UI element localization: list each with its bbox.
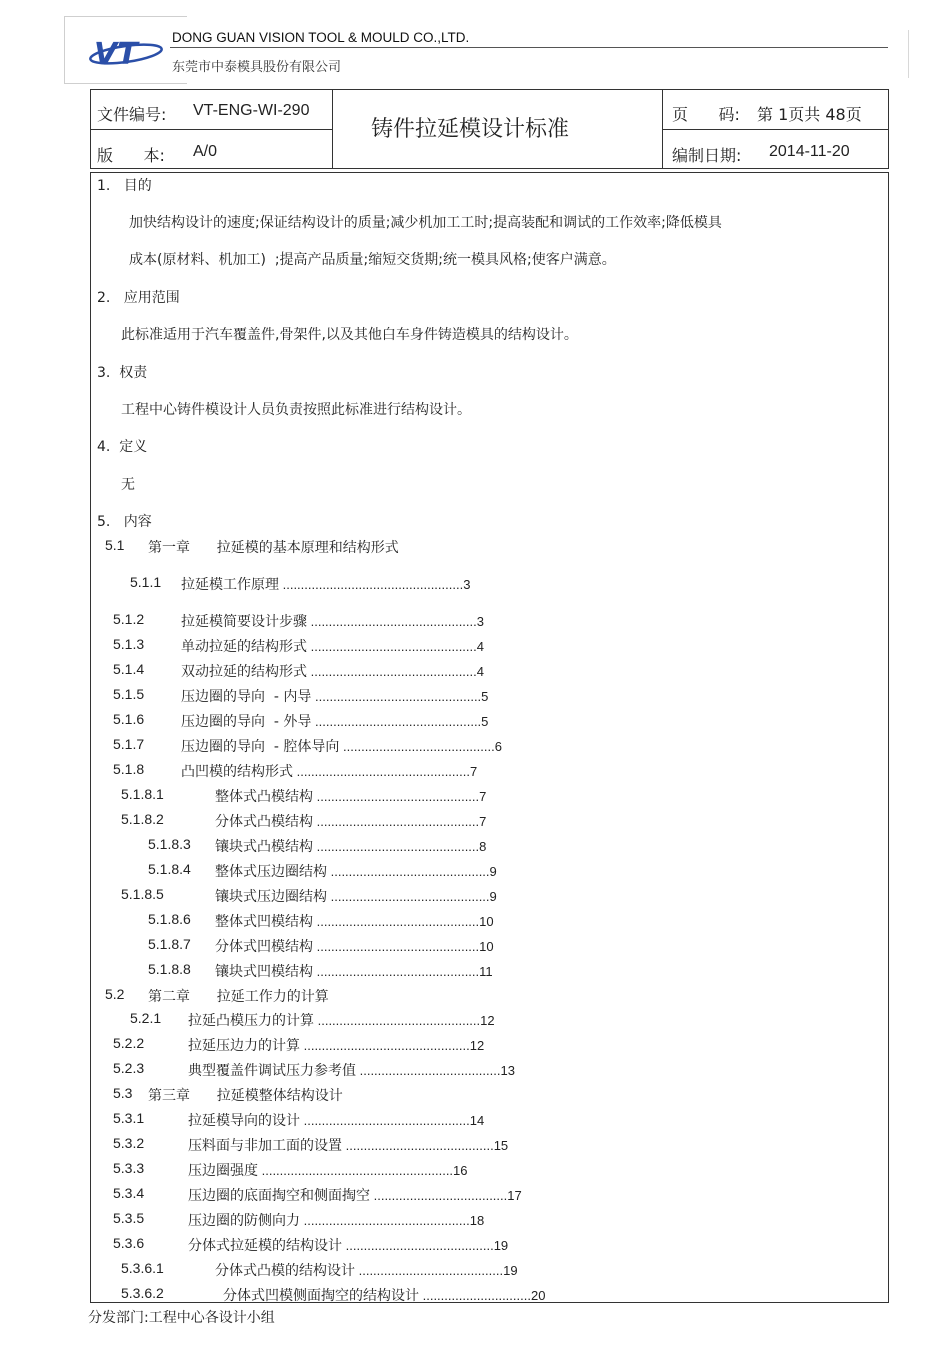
toc-entry (215, 961, 493, 981)
page-label: 页 码: (672, 105, 740, 124)
toc-entry-number: 5.1.1 (130, 574, 162, 590)
toc-entry (215, 786, 486, 806)
toc-entry-title: 拉延压边力的计算 (188, 1038, 300, 1054)
toc-entry-number: 5.1.8 (113, 761, 145, 777)
toc-entry-page: ............................................9 (327, 889, 497, 904)
toc-entry (188, 1235, 508, 1255)
toc-entry-page: .............................................7 (313, 814, 487, 829)
toc-entry-page: ..............................................12 (300, 1038, 485, 1053)
toc-entry-page: .....................................17 (370, 1188, 522, 1203)
toc-entry-number: 5.1.8.4 (148, 861, 191, 877)
toc-entry-page: ..............................................5 (311, 714, 489, 729)
toc-entry-page: ........................................19 (355, 1263, 518, 1278)
toc-entry-number: 5.3.2 (113, 1135, 145, 1151)
toc-entry-title: 拉延模工作原理 (181, 577, 279, 593)
toc-entry-number: 5.3.6 (113, 1235, 145, 1251)
toc-entry-number: 5.1.6 (113, 711, 145, 727)
company-name-en: DONG GUAN VISION TOOL & MOULD CO.,LTD. (172, 30, 470, 45)
company-logo (88, 36, 166, 70)
toc-entry (215, 886, 497, 906)
toc-entry (215, 811, 486, 831)
toc-entry (215, 861, 497, 881)
distribution-footer: 分发部门:工程中心各设计小组 (88, 1310, 275, 1326)
section-body: 成本(原材料、机加工) ;提高产品质量;缩短交货期;统一模具风格;使客户满意。 (129, 252, 616, 268)
toc-entry-number: 5.1.2 (113, 611, 145, 627)
toc-entry (148, 537, 399, 557)
toc-entry-number: 5.1.8.7 (148, 936, 191, 952)
toc-entry-title: 压边圈的导向 - 腔体导向 (181, 739, 340, 755)
section-title: 4. 定义 (97, 439, 148, 455)
toc-entry-title: 分体式凸模的结构设计 (215, 1263, 355, 1279)
toc-entry-page: ..............................................14 (300, 1113, 485, 1128)
toc-entry (181, 686, 488, 706)
section-body: 此标准适用于汽车覆盖件,骨架件,以及其他白车身件铸造模具的结构设计。 (121, 327, 578, 343)
toc-entry (215, 836, 486, 856)
toc-entry-page: .............................................10 (313, 939, 494, 954)
toc-entry-number: 5.2.3 (113, 1060, 145, 1076)
toc-entry-number: 5.1 (105, 537, 125, 553)
toc-entry-title: 典型覆盖件调试压力参考值 (188, 1063, 356, 1079)
toc-entry-page: .............................................12 (314, 1013, 495, 1028)
divider (91, 129, 332, 130)
toc-entry-title: 压边圈的防侧向力 (188, 1213, 300, 1229)
toc-entry (181, 661, 484, 681)
toc-entry-number: 5.1.8.6 (148, 911, 191, 927)
toc-entry (181, 611, 484, 631)
section-body: 加快结构设计的速度;保证结构设计的质量;减少机加工工时;提高装配和调试的工作效率;降低模具 (129, 215, 722, 231)
toc-entry-title: 双动拉延的结构形式 (181, 664, 307, 680)
toc-entry-title: 凸凹模的结构形式 (181, 764, 293, 780)
toc-entry-number: 5.1.8.2 (121, 811, 164, 827)
toc-entry-title: 整体式凸模结构 (215, 789, 313, 805)
toc-entry (215, 1260, 518, 1280)
toc-entry (223, 1285, 545, 1305)
divider (332, 90, 333, 168)
toc-entry-number: 5.2.1 (130, 1010, 162, 1026)
toc-entry-page: ..............................................18 (300, 1213, 485, 1228)
document-header-table (90, 89, 889, 169)
date-label: 编制日期: (672, 146, 742, 165)
toc-entry-title: 拉延模导向的设计 (188, 1113, 300, 1129)
toc-entry (188, 1160, 468, 1180)
toc-entry-number: 5.3.5 (113, 1210, 145, 1226)
toc-entry-title: 第二章 拉延工作力的计算 (148, 989, 329, 1005)
toc-entry (181, 761, 477, 781)
toc-entry-title: 分体式凹模结构 (215, 939, 313, 955)
toc-entry-page: ..............................................4 (307, 639, 484, 654)
toc-entry (181, 574, 470, 594)
toc-entry-page: ..............................................4 (307, 664, 484, 679)
toc-entry-number: 5.3.3 (113, 1160, 145, 1176)
toc-entry-title: 单动拉延的结构形式 (181, 639, 307, 655)
section-title: 1. 目的 (97, 178, 152, 194)
toc-entry-page: ..............................20 (419, 1288, 546, 1303)
toc-entry-page: ..............................................5 (311, 689, 489, 704)
header-edge (908, 30, 909, 78)
toc-entry-title: 压边圈的导向 - 内导 (181, 689, 312, 705)
section-title: 2. 应用范围 (97, 290, 180, 306)
toc-entry (188, 1210, 484, 1230)
toc-entry (215, 936, 494, 956)
toc-entry-page: .............................................7 (313, 789, 487, 804)
doc-no: VT-ENG-WI-290 (193, 102, 310, 119)
toc-entry-page: .......................................13 (356, 1063, 515, 1078)
page-value: 第 1页共 48页 (757, 105, 862, 124)
toc-entry-page: ................................................7 (293, 764, 478, 779)
section-title: 3. 权责 (97, 365, 148, 381)
toc-entry-title: 镶块式凸模结构 (215, 839, 313, 855)
svg-text:VT: VT (94, 37, 138, 70)
toc-entry-title: 分体式凹模侧面掏空的结构设计 (223, 1288, 419, 1304)
toc-entry (148, 1085, 343, 1105)
toc-entry-number: 5.1.8.8 (148, 961, 191, 977)
toc-entry-title: 压边圈的导向 - 外导 (181, 714, 312, 730)
divider (662, 129, 888, 130)
toc-entry (188, 1135, 508, 1155)
toc-entry-number: 5.1.8.5 (121, 886, 164, 902)
toc-entry-page: .........................................15 (342, 1138, 509, 1153)
section-body: 无 (121, 477, 135, 493)
toc-entry (188, 1060, 515, 1080)
toc-entry-title: 分体式拉延模的结构设计 (188, 1238, 342, 1254)
document-title: 铸件拉延模设计标准 (371, 117, 570, 142)
toc-entry-page: .............................................8 (313, 839, 487, 854)
toc-entry-title: 整体式凹模结构 (215, 914, 313, 930)
toc-entry (188, 1110, 484, 1130)
toc-entry-page: ............................................9 (327, 864, 497, 879)
section-body: 工程中心铸件模设计人员负责按照此标准进行结构设计。 (121, 402, 471, 418)
toc-entry (181, 636, 484, 656)
doc-no-label: 文件编号: (97, 105, 167, 124)
toc-entry-number: 5.3.6.1 (121, 1260, 164, 1276)
toc-entry-number: 5.1.7 (113, 736, 145, 752)
toc-entry-number: 5.3.6.2 (121, 1285, 164, 1301)
toc-entry-number: 5.3.1 (113, 1110, 145, 1126)
toc-entry-title: 拉延模简要设计步骤 (181, 614, 307, 630)
toc-entry-title: 第三章 拉延模整体结构设计 (148, 1088, 343, 1104)
toc-entry-page: .....................................................16 (258, 1163, 468, 1178)
toc-entry-number: 5.3.4 (113, 1185, 145, 1201)
toc-entry-title: 压料面与非加工面的设置 (188, 1138, 342, 1154)
toc-entry-number: 5.1.4 (113, 661, 145, 677)
toc-entry-number: 5.1.3 (113, 636, 145, 652)
version-label: 版 本: (97, 146, 165, 165)
toc-entry-page: .............................................11 (313, 964, 493, 979)
toc-entry-title: 压边圈的底面掏空和侧面掏空 (188, 1188, 370, 1204)
toc-entry (148, 986, 329, 1006)
toc-entry-page: .........................................19 (342, 1238, 509, 1253)
version: A/0 (193, 143, 218, 160)
toc-entry-title: 整体式压边圈结构 (215, 864, 327, 880)
toc-entry-page: .............................................10 (313, 914, 494, 929)
toc-entry-number: 5.1.8.1 (121, 786, 164, 802)
toc-entry-number: 5.2 (105, 986, 125, 1002)
header-rule (170, 47, 888, 48)
toc-entry-number: 5.1.8.3 (148, 836, 191, 852)
date: 2014-11-20 (769, 143, 850, 160)
content-frame (90, 172, 889, 1303)
toc-entry-number: 5.3 (113, 1085, 133, 1101)
company-name-cn: 东莞市中泰模具股份有限公司 (172, 60, 342, 75)
toc-entry (188, 1035, 484, 1055)
toc-entry (181, 736, 502, 756)
toc-entry-number: 5.1.5 (113, 686, 145, 702)
toc-entry-number: 5.2.2 (113, 1035, 145, 1051)
toc-entry-page: ..................................................3 (279, 577, 471, 592)
toc-entry-page: ..........................................6 (339, 739, 502, 754)
toc-entry (188, 1010, 495, 1030)
section-title: 5. 内容 (97, 514, 152, 530)
toc-entry-title: 第一章 拉延模的基本原理和结构形式 (148, 540, 399, 556)
toc-entry-page: ..............................................3 (307, 614, 484, 629)
toc-entry-title: 分体式凸模结构 (215, 814, 313, 830)
toc-entry (181, 711, 488, 731)
toc-entry-title: 镶块式压边圈结构 (215, 889, 327, 905)
toc-entry (215, 911, 494, 931)
toc-entry-title: 压边圈强度 (188, 1163, 258, 1179)
toc-entry (188, 1185, 522, 1205)
toc-entry-title: 镶块式凹模结构 (215, 964, 313, 980)
toc-entry-title: 拉延凸模压力的计算 (188, 1013, 314, 1029)
